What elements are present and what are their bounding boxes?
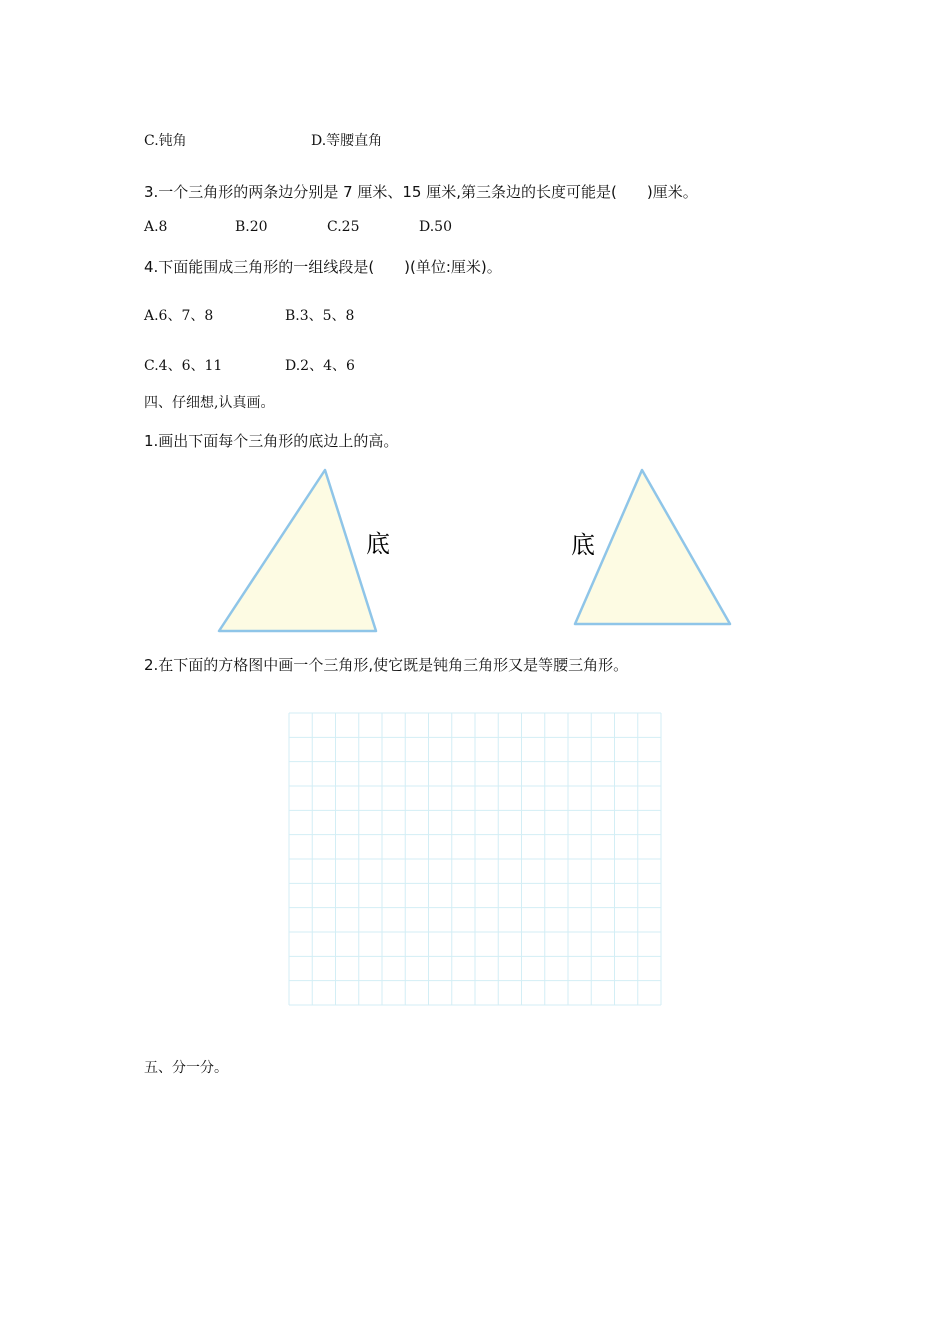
q4-stem: 4.下面能围成三角形的一组线段是( )(单位:厘米)。	[144, 258, 502, 276]
q3-option-b: B.20	[235, 219, 268, 235]
base-label-left: 底	[366, 530, 390, 558]
q4-option-d: D.2、4、6	[285, 358, 355, 374]
q2-option-d: D.等腰直角	[311, 133, 383, 149]
section4-q2-stem: 2.在下面的方格图中画一个三角形,使它既是钝角三角形又是等腰三角形。	[144, 656, 629, 674]
q3-stem: 3.一个三角形的两条边分别是 7 厘米、15 厘米,第三条边的长度可能是( )厘米。	[144, 183, 698, 201]
q4-option-a: A.6、7、8	[144, 308, 214, 324]
base-label-right: 底	[571, 531, 595, 559]
q3-option-c: C.25	[327, 219, 360, 235]
section5-title: 五、分一分。	[144, 1060, 228, 1076]
q4-option-c: C.4、6、11	[144, 358, 223, 374]
section4-q1-stem: 1.画出下面每个三角形的底边上的高。	[144, 432, 399, 450]
q3-option-d: D.50	[419, 219, 452, 235]
section4-title: 四、仔细想,认真画。	[144, 395, 275, 411]
q4-option-b: B.3、5、8	[285, 308, 355, 324]
q2-option-c: C.钝角	[144, 133, 187, 149]
q3-option-a: A.8	[144, 219, 168, 235]
